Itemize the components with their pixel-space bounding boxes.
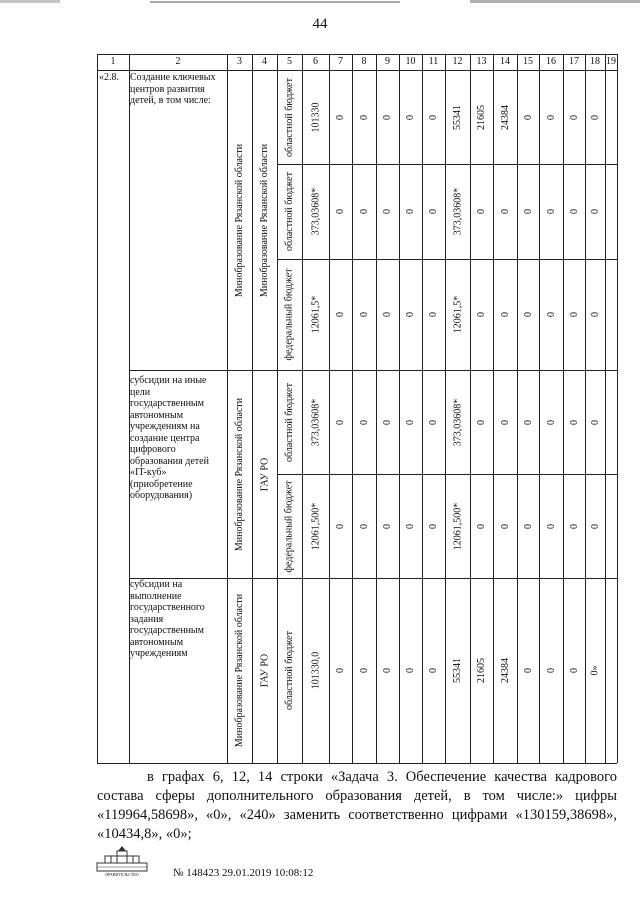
value-cell: 0 <box>589 312 601 317</box>
value-cell: 0 <box>382 209 393 214</box>
funding-source-cell: федеральный бюджет <box>284 268 296 361</box>
funding-source-cell: областной бюджет <box>284 382 296 462</box>
value-cell: 0 <box>405 668 416 673</box>
value-cell: 0 <box>589 209 601 214</box>
value-cell: 0 <box>358 114 370 120</box>
column-rule <box>617 54 618 763</box>
value-cell: 21605 <box>476 104 487 130</box>
value-cell: 24384 <box>499 658 511 683</box>
column-header: 9 <box>385 56 390 67</box>
amendment-paragraph: в графах 6, 12, 14 строки «Задача 3. Обеспечение качества кадрового состава сферы дополнительного образования детей, в том числе:» цифры «119964,58698», «0», «240» заменить соответственно цифрами «130159,38698», «10434,8», «0»; <box>97 769 617 842</box>
column-header: 19 <box>606 56 616 67</box>
page-number: 44 <box>312 16 328 32</box>
value-cell: 0 <box>568 114 580 120</box>
value-cell: 0 <box>335 668 346 673</box>
value-cell: 0 <box>568 312 580 317</box>
value-cell: 0 <box>358 668 370 673</box>
seal-caption: ПРАВИТЕЛЬСТВО <box>105 872 139 877</box>
agency-cell-1: Минобразование Рязанской области <box>234 143 245 297</box>
subsidy-it-cube-agency: Минобразование Рязанской области <box>234 397 245 551</box>
value-cell: 0 <box>335 209 346 214</box>
value-cell: 0 <box>358 419 370 425</box>
value-cell: 0 <box>499 523 511 529</box>
value-cell: 0 <box>522 312 534 317</box>
value-cell: 0 <box>568 523 580 529</box>
value-cell: 373,03608* <box>452 398 463 446</box>
column-header: 13 <box>476 56 487 67</box>
value-cell: 0 <box>358 312 370 317</box>
value-cell: 0 <box>522 419 534 425</box>
funding-source-cell: областной бюджет <box>284 630 296 711</box>
value-cell: 373,03608* <box>310 398 321 446</box>
column-rule <box>97 54 98 763</box>
value-cell: 0 <box>405 209 416 214</box>
value-cell: 12061,500* <box>452 502 463 550</box>
column-header: 6 <box>313 56 318 67</box>
value-cell: 0 <box>589 419 601 425</box>
amendment-text <box>97 768 617 844</box>
value-cell: 0 <box>382 312 393 317</box>
value-cell: 0 <box>405 523 416 529</box>
value-cell: 0 <box>335 419 346 425</box>
column-header: 15 <box>523 56 533 67</box>
value-cell: 0 <box>428 312 439 317</box>
column-header: 8 <box>361 56 367 67</box>
value-cell: 0 <box>545 114 557 120</box>
funding-source-cell: федеральный бюджет <box>284 479 296 573</box>
subsidy-it-cube-title: субсидии на иные цели государственным автономным учреждениям на создание центра цифрового образования детей «IT-куб» (приобретение оборудования) <box>130 375 209 501</box>
value-cell: 373,03608* <box>452 187 463 236</box>
subsidy-it-cube-executor: ГАУ РО <box>259 457 270 491</box>
value-cell: 24384 <box>499 104 511 130</box>
column-header: 2 <box>175 56 181 67</box>
column-header: 3 <box>237 56 242 67</box>
value-cell: 0 <box>358 209 370 214</box>
value-cell: 0 <box>428 114 439 120</box>
subsidy-state-task-executor: ГАУ РО <box>259 653 270 688</box>
value-cell: 0 <box>522 209 534 214</box>
value-cell: 12061,500* <box>310 502 321 550</box>
value-cell: 0» <box>589 665 601 676</box>
funding-source-cell: областной бюджет <box>284 171 296 252</box>
value-cell: 0 <box>522 523 534 529</box>
value-cell: 0 <box>382 419 393 425</box>
subsidy-state-task-agency: Минобразование Рязанской области <box>234 593 245 748</box>
value-cell: 0 <box>568 209 580 214</box>
value-cell: 12061,5* <box>310 295 321 334</box>
column-header: 16 <box>546 56 556 67</box>
value-cell: 0 <box>589 114 601 120</box>
value-cell: 0 <box>382 523 393 529</box>
value-cell: 0 <box>382 114 393 120</box>
value-cell: 0 <box>405 419 416 425</box>
value-cell: 0 <box>545 668 557 673</box>
value-cell: 0 <box>428 419 439 425</box>
column-header: 14 <box>500 56 510 67</box>
value-cell: 0 <box>545 209 557 214</box>
value-cell: 0 <box>428 523 439 529</box>
column-header: 11 <box>428 56 439 67</box>
value-cell: 0 <box>358 523 370 529</box>
value-cell: 12061,5* <box>452 295 463 334</box>
column-header: 4 <box>262 56 267 67</box>
value-cell: 101330,0 <box>310 651 321 690</box>
value-cell: 0 <box>545 523 557 529</box>
value-cell: 21605 <box>476 658 487 683</box>
value-cell: 0 <box>382 668 393 673</box>
value-cell: 0 <box>335 523 346 529</box>
column-header: 7 <box>338 56 343 67</box>
value-cell: 0 <box>522 668 534 673</box>
value-cell: 0 <box>428 209 439 214</box>
value-cell: 0 <box>476 419 487 425</box>
column-header: 10 <box>405 56 416 67</box>
column-header: 18 <box>590 56 600 67</box>
value-cell: 0 <box>335 312 346 317</box>
value-cell: 0 <box>476 523 487 529</box>
value-cell: 0 <box>405 114 416 120</box>
row-rule <box>97 763 617 764</box>
value-cell: 0 <box>476 209 487 214</box>
column-header: 17 <box>569 56 579 67</box>
value-cell: 0 <box>335 114 346 120</box>
value-cell: 0 <box>545 419 557 425</box>
column-header: 5 <box>287 56 292 67</box>
column-header: 1 <box>110 56 116 67</box>
value-cell: 101330 <box>310 102 321 132</box>
budget-table <box>97 54 617 763</box>
value-cell: 0 <box>568 419 580 425</box>
value-cell: 0 <box>545 312 557 317</box>
value-cell: 0 <box>568 668 580 673</box>
section-number: «2.8. <box>99 72 119 83</box>
value-cell: 0 <box>522 114 534 120</box>
agency-cell-2: Минобразование Рязанской области <box>259 143 270 297</box>
value-cell: 0 <box>476 312 487 317</box>
subsidy-state-task-title: субсидии на выполнение государственного задания государственным автономным учреждениям <box>130 579 205 659</box>
value-cell: 0 <box>499 419 511 425</box>
value-cell: 55341 <box>452 658 463 683</box>
document-registration-number: № 148423 29.01.2019 10:08:12 <box>173 867 314 879</box>
value-cell: 0 <box>499 209 511 214</box>
section-title: Создание ключевых центров развития детей, в том числе: <box>130 72 216 106</box>
value-cell: 0 <box>499 312 511 317</box>
value-cell: 373,03608* <box>310 187 321 236</box>
value-cell: 0 <box>405 312 416 317</box>
column-rule <box>605 54 606 763</box>
value-cell: 0 <box>589 523 601 529</box>
value-cell: 0 <box>428 668 439 673</box>
funding-source-cell: областной бюджет <box>284 77 296 157</box>
column-header: 12 <box>452 56 463 67</box>
value-cell: 55341 <box>452 104 463 130</box>
